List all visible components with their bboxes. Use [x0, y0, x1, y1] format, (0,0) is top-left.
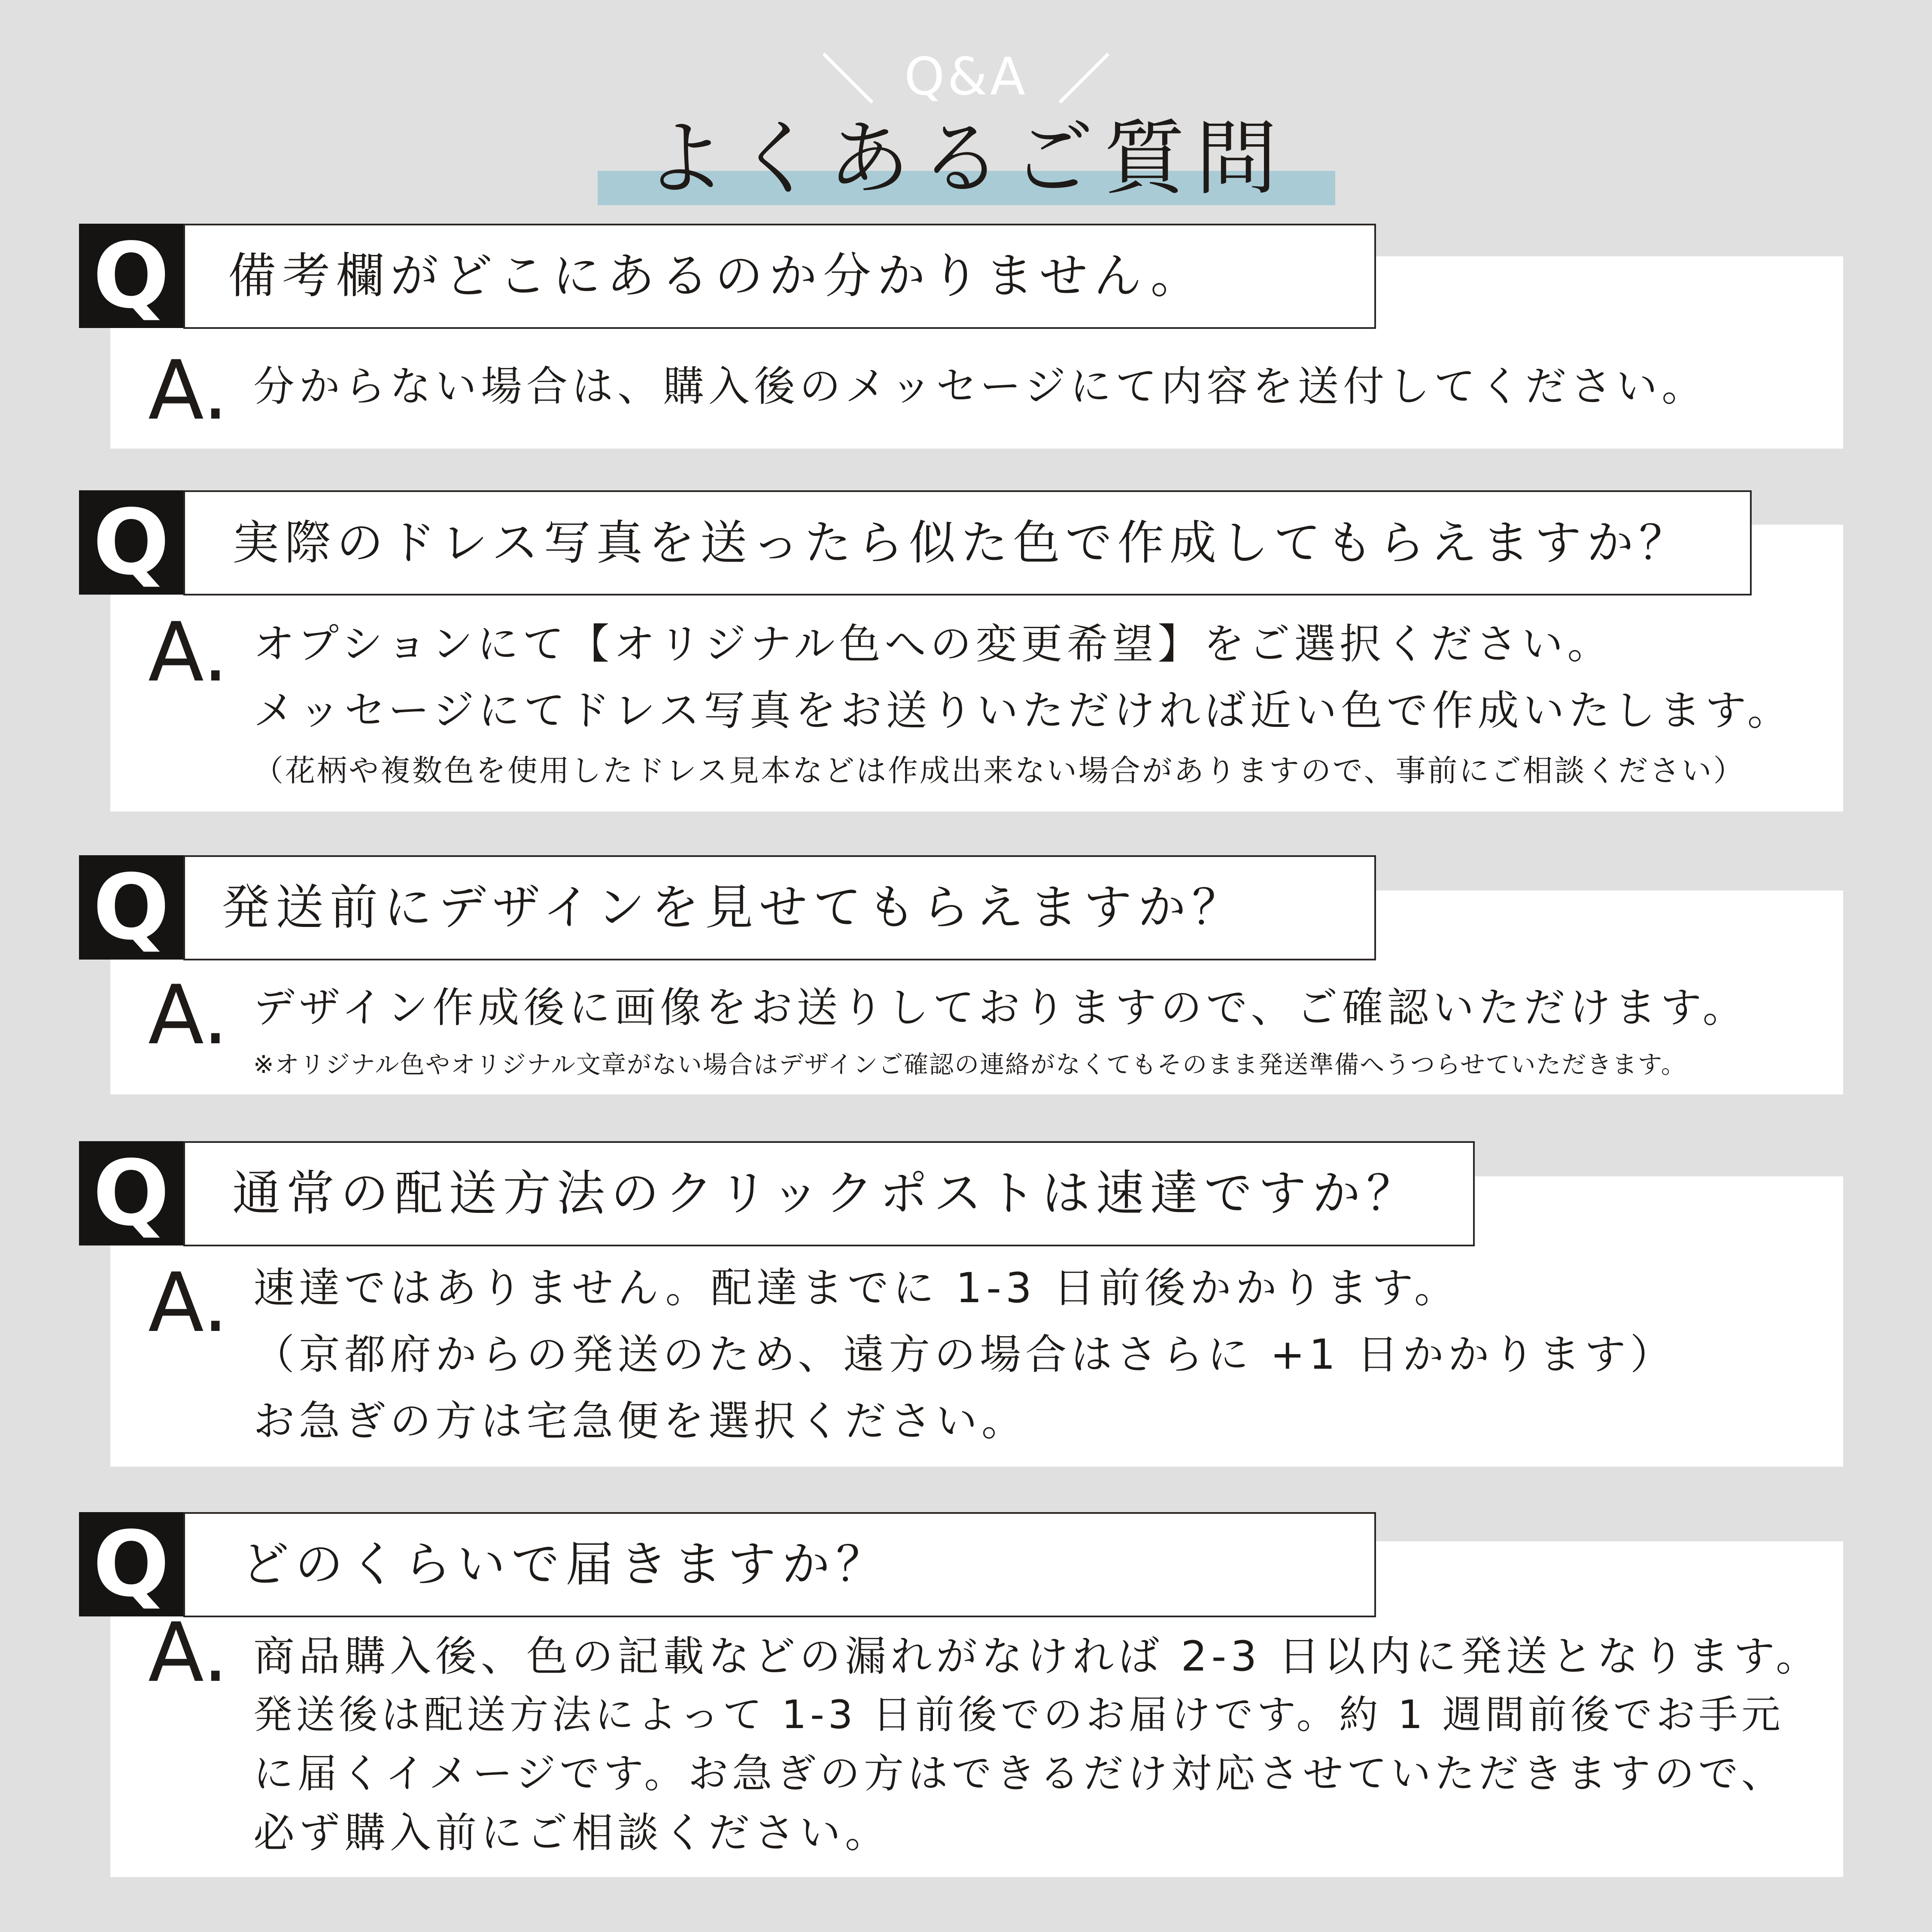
- answer-line: デザイン作成後に画像をお送りしておりますので、ご確認いただけます。: [253, 984, 1748, 1032]
- question-box: [183, 224, 1376, 329]
- answer-line: （京都府からの発送のため、遠方の場合はさらに +1 日かかります）: [253, 1331, 1676, 1379]
- qa-subtitle: Q&A: [904, 47, 1028, 107]
- question-badge: Q: [79, 1141, 183, 1245]
- answer-line: 必ず購入前にご相談ください。: [253, 1809, 890, 1857]
- answer-line: 分からない場合は、購入後のメッセージにて内容を送付してください。: [253, 362, 1707, 410]
- answer-line: に届くイメージです。お急ぎの方はできるだけ対応させていただきますので、: [253, 1750, 1786, 1797]
- question-badge: Q: [79, 855, 183, 960]
- answer-note: ※オリジナル色やオリジナル文章がない場合はデザインご確認の連絡がなくてもそのまま発送準備へうつらせていただきます。: [253, 1051, 1686, 1079]
- answer-note: （花柄や複数色を使用したドレス見本などは作成出来ない場合がありますので、事前にご相談ください）: [253, 753, 1745, 788]
- answer-line: 速達ではありません。配達までに 1-3 日前後かかります。: [253, 1264, 1460, 1312]
- answer-line: 発送後は配送方法によって 1-3 日前後でのお届けです。約 1 週間前後でお手元: [253, 1692, 1784, 1738]
- question-box: [183, 855, 1376, 960]
- question-text: どのくらいで届きますか？: [241, 1537, 890, 1592]
- question-text: 備考欄がどこにあるのか分かりません。: [228, 248, 1205, 304]
- question-text: 実際のドレス写真を送ったら似た色で作成してもらえますか？: [232, 516, 1691, 570]
- answer-mark: A.: [148, 1255, 229, 1350]
- question-badge: Q: [79, 224, 183, 328]
- answer-mark: A.: [148, 968, 229, 1063]
- answer-mark: A.: [148, 343, 229, 438]
- question-text: 発送前にデザインを見せてもらえますか？: [222, 880, 1246, 936]
- question-box: [183, 1141, 1475, 1246]
- answer-mark: A.: [148, 1605, 229, 1700]
- question-box: [183, 490, 1752, 595]
- answer-line: メッセージにてドレス写真をお送りいただければ近い色で作成いたします。: [253, 687, 1793, 735]
- answer-line: 商品購入後、色の記載などの漏れがなければ 2-3 日以内に発送となります。: [253, 1632, 1822, 1680]
- question-badge: Q: [79, 1512, 183, 1616]
- question-text: 通常の配送方法のクリックポストは速達ですか？: [232, 1166, 1421, 1221]
- question-badge: Q: [79, 490, 183, 595]
- answer-line: お急ぎの方は宅急便を選択ください。: [253, 1397, 1027, 1445]
- page-header: [0, 0, 1932, 223]
- answer-line: オプションにて【オリジナル色への変更希望】をご選択ください。: [253, 620, 1613, 668]
- page-title: よくあるご質問: [644, 111, 1288, 206]
- answer-mark: A.: [148, 605, 229, 700]
- question-box: [183, 1512, 1376, 1617]
